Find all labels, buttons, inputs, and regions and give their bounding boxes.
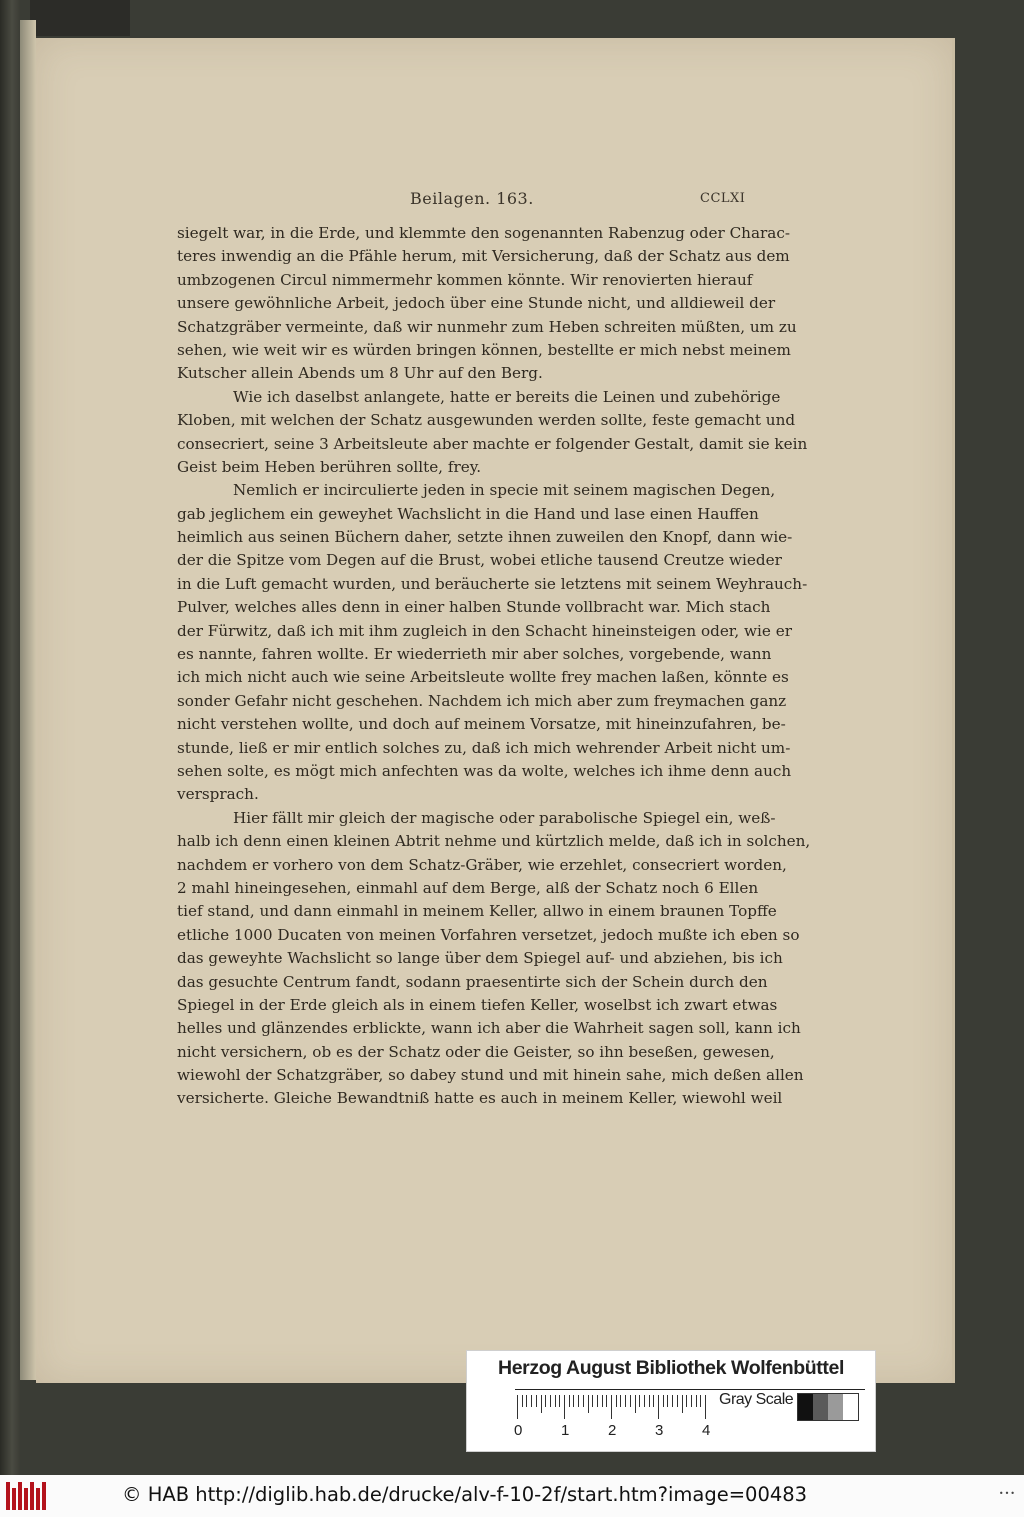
- book-cover-edge: [0, 0, 20, 1475]
- ruler-tick: [606, 1395, 607, 1407]
- ruler-tick: [630, 1395, 631, 1407]
- text-line: etliche 1000 Ducaten von meinen Vorfahren versetzet, jedoch mußte ich eben so: [177, 925, 800, 944]
- text-line: wiewohl der Schatzgräber, so dabey stund und mit hinein sahe, mich deßen allen: [177, 1066, 804, 1085]
- ruler-tick: [691, 1395, 692, 1407]
- text-line: nachdem er vorhero von dem Schatz-Gräber, wie erzehlet, consecriert worden,: [177, 855, 787, 874]
- ruler-tick: [700, 1395, 701, 1407]
- page-header: [36, 189, 952, 213]
- ruler-tick: [536, 1395, 537, 1407]
- logo-bar: [24, 1488, 28, 1510]
- text-line: der Fürwitz, daß ich mit ihm zugleich in den Schacht hineinsteigen oder, wie er: [177, 621, 792, 640]
- text-line: Hier fällt mir gleich der magische oder parabolische Spiegel ein, weß-: [233, 808, 776, 827]
- text-line: nicht versichern, ob es der Schatz oder die Geister, so ihn beseßen, gewesen,: [177, 1042, 775, 1061]
- text-line: siegelt war, in die Erde, und klemmte den sogenannten Rabenzug oder Charac-: [177, 224, 790, 242]
- text-line: sehen solte, es mögt mich anfechten was da wolte, welches ich ihme denn auch: [177, 761, 792, 780]
- gray-swatch: [828, 1394, 843, 1420]
- ruler-tick: [541, 1395, 542, 1413]
- copyright-url[interactable]: © HAB http://diglib.hab.de/drucke/alv-f-10-2f/start.htm?image=00483: [122, 1483, 808, 1506]
- ruler-number: 0: [514, 1422, 523, 1439]
- ruler-tick: [550, 1395, 551, 1407]
- ruler-tick: [663, 1395, 664, 1407]
- ruler-tick: [635, 1395, 636, 1413]
- text-line: der die Spitze vom Degen auf die Brust, wobei etliche tausend Creutze wieder: [177, 551, 782, 570]
- ruler-tick: [620, 1395, 621, 1407]
- text-line: Schatzgräber vermeinte, daß wir nunmehr zum Heben schreiten müßten, um zu: [177, 317, 797, 336]
- book-cover-corner: [30, 0, 130, 36]
- ruler-tick: [602, 1395, 603, 1407]
- ruler-tick: [653, 1395, 654, 1407]
- text-line: 2 mahl hineingesehen, einmahl auf dem Berge, alß der Schatz noch 6 Ellen: [177, 878, 759, 897]
- text-line: versicherte. Gleiche Bewandtniß hatte es auch in meinem Keller, wiewohl weil: [177, 1089, 783, 1108]
- text-line: das gesuchte Centrum fandt, sodann praesentirte sich der Schein durch den: [177, 972, 768, 991]
- footer-dots: •••: [998, 1489, 1016, 1498]
- ruler-tick: [658, 1395, 659, 1419]
- gray-scale-swatch: [797, 1393, 859, 1421]
- ruler-tick: [686, 1395, 687, 1407]
- ruler-tick: [611, 1395, 612, 1419]
- ruler-tick: [583, 1395, 584, 1407]
- text-line: ich mich nicht auch wie seine Arbeitsleute wollte frey machen laßen, könnte es: [177, 668, 789, 687]
- hab-logo-icon: [6, 1482, 46, 1510]
- body-text: [177, 222, 811, 1111]
- logo-bar: [42, 1482, 46, 1510]
- ruler-tick: [616, 1395, 617, 1407]
- text-line: helles und glänzendes erblickte, wann ich aber die Wahrheit sagen soll, kann ich: [177, 1019, 801, 1038]
- text-line: das geweyhte Wachslicht so lange über dem Spiegel auf- und abziehen, bis ich: [177, 949, 783, 968]
- gray-swatch: [813, 1394, 828, 1420]
- ruler-tick: [672, 1395, 673, 1407]
- scale-ruler: [517, 1395, 713, 1421]
- ruler-tick: [649, 1395, 650, 1407]
- text-line: gab jeglichem ein geweyhet Wachslicht in die Hand und lase einen Hauffen: [177, 504, 759, 523]
- ruler-tick: [625, 1395, 626, 1407]
- text-line: Geist beim Heben berühren sollte, frey.: [177, 457, 482, 476]
- text-line: Kloben, mit welchen der Schatz ausgewunden werden sollte, feste gemacht und: [177, 411, 796, 430]
- logo-bar: [18, 1482, 22, 1510]
- ruler-tick: [569, 1395, 570, 1407]
- ruler-tick: [522, 1395, 523, 1407]
- logo-bar: [30, 1482, 34, 1510]
- logo-bar: [6, 1482, 10, 1510]
- text-line: Nemlich er incirculierte jeden in specie mit seinem magischen Degen,: [233, 481, 776, 500]
- scan-reference-card: [466, 1350, 876, 1452]
- ruler-tick: [639, 1395, 640, 1407]
- text-line: umbzogenen Circul nimmermehr kommen könnte. Wir renovierten hierauf: [177, 270, 753, 289]
- ruler-number: 3: [655, 1422, 664, 1439]
- gray-scale-label: Gray Scale: [719, 1391, 794, 1408]
- text-line: tief stand, und dann einmahl in meinem Keller, allwo in einem braunen Topffe: [177, 902, 777, 921]
- ruler-tick: [682, 1395, 683, 1413]
- ruler-tick: [644, 1395, 645, 1407]
- ruler-tick: [592, 1395, 593, 1407]
- ruler-tick: [555, 1395, 556, 1407]
- text-line: sonder Gefahr nicht geschehen. Nachdem ich mich aber zum freymachen ganz: [177, 691, 787, 710]
- text-line: heimlich aus seinen Büchern daher, setzte ihnen zuweilen den Knopf, dann wie-: [177, 528, 793, 547]
- text-line: versprach.: [177, 785, 259, 804]
- text-line: consecriert, seine 3 Arbeitsleute aber machte er folgender Gestalt, damit sie kein: [177, 434, 808, 453]
- ruler-number: 2: [608, 1422, 617, 1439]
- text-line: Kutscher allein Abends um 8 Uhr auf den Berg.: [177, 364, 543, 383]
- ruler-number: 1: [561, 1422, 570, 1439]
- ruler-tick: [559, 1395, 560, 1407]
- text-line: stunde, ließ er mir entlich solches zu, daß ich mich wehrender Arbeit nicht um-: [177, 738, 791, 757]
- text-line: unsere gewöhnliche Arbeit, jedoch über eine Stunde nicht, und alldieweil der: [177, 294, 776, 313]
- gray-swatch: [843, 1394, 858, 1420]
- ruler-tick: [705, 1395, 706, 1419]
- ruler-number: 4: [702, 1422, 711, 1439]
- ruler-tick: [531, 1395, 532, 1407]
- page-gutter: [20, 20, 36, 1380]
- ruler-tick: [597, 1395, 598, 1407]
- text-line: Spiegel in der Erde gleich als in einem tiefen Keller, woselbst ich zwart etwas: [177, 995, 778, 1014]
- text-line: in die Luft gemacht wurden, und beräucherte sie letztens mit seinem Weyhrauch-: [177, 574, 808, 593]
- ruler-tick: [526, 1395, 527, 1407]
- ruler-tick: [588, 1395, 589, 1413]
- roman-page-number: CCLXI: [700, 191, 746, 206]
- viewer-footer: [0, 1475, 1024, 1517]
- ruler-tick: [517, 1395, 518, 1419]
- logo-bar: [36, 1488, 40, 1510]
- ruler-tick: [667, 1395, 668, 1407]
- text-line: nicht verstehen wollte, und doch auf meinem Vorsatze, mit hineinzufahren, be-: [177, 715, 786, 734]
- library-name: Herzog August Bibliothek Wolfenbüttel: [498, 1357, 844, 1379]
- logo-bar: [12, 1488, 16, 1510]
- ruler-tick: [696, 1395, 697, 1407]
- text-line: Pulver, welches alles denn in einer halben Stunde vollbracht war. Mich stach: [177, 598, 771, 617]
- ruler-tick: [573, 1395, 574, 1407]
- text-line: teres inwendig an die Pfähle herum, mit Versicherung, daß der Schatz aus dem: [177, 247, 790, 266]
- running-title: Beilagen. 163.: [410, 189, 534, 208]
- text-line: sehen, wie weit wir es würden bringen können, bestellte er mich nebst meinem: [177, 340, 791, 359]
- gray-swatch: [798, 1394, 813, 1420]
- ruler-tick: [677, 1395, 678, 1407]
- card-divider: [515, 1389, 865, 1390]
- ruler-tick: [545, 1395, 546, 1407]
- text-line: es nannte, fahren wollte. Er wiederrieth mir aber solches, vorgebende, wann: [177, 645, 772, 664]
- text-line: Wie ich daselbst anlangete, hatte er bereits die Leinen und zubehörige: [233, 387, 781, 406]
- text-line: halb ich denn einen kleinen Abtrit nehme und kürtzlich melde, daß ich in solchen,: [177, 832, 811, 851]
- ruler-tick: [564, 1395, 565, 1419]
- ruler-tick: [578, 1395, 579, 1407]
